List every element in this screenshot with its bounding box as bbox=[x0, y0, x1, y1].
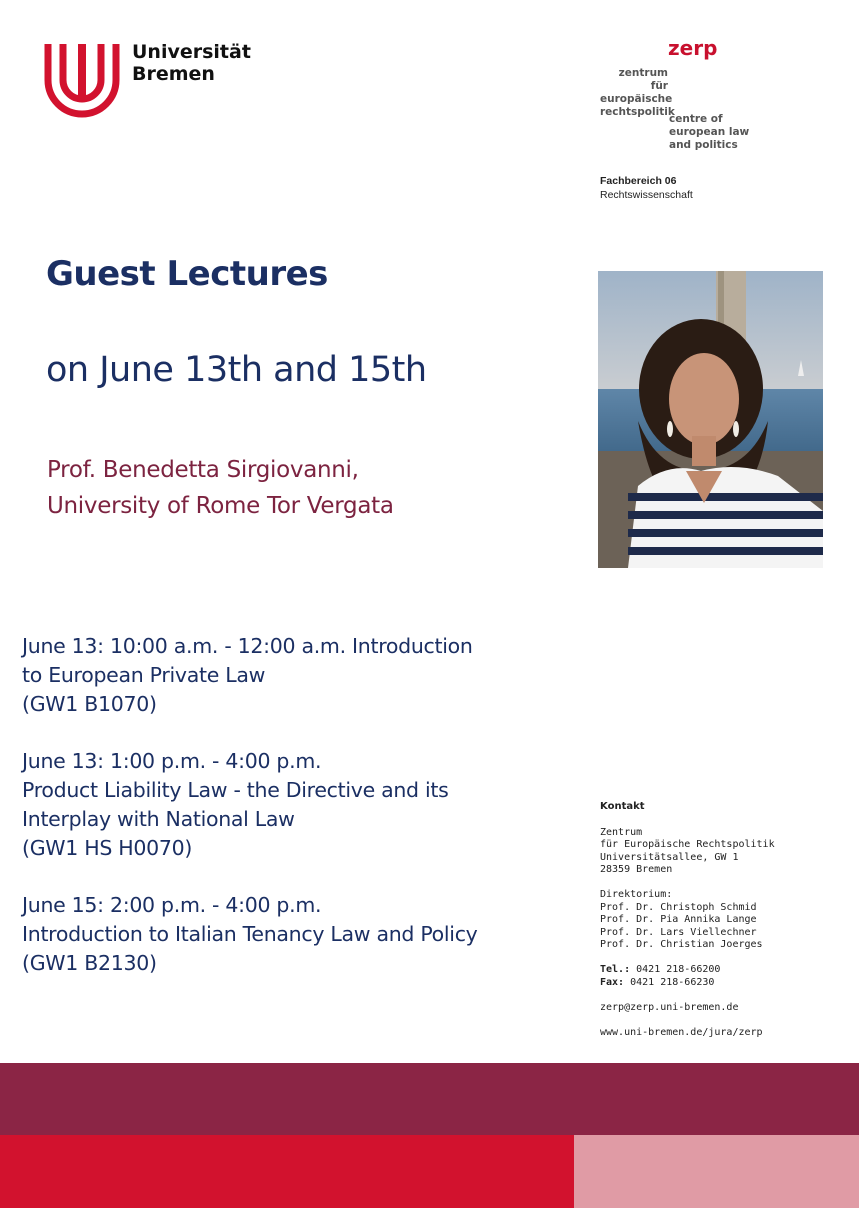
department-name: Rechtswissenschaft bbox=[600, 189, 693, 201]
session-line: June 15: 2:00 p.m. - 4:00 p.m. bbox=[22, 893, 322, 918]
session-line: Product Liability Law - the Directive and its bbox=[22, 777, 449, 802]
address-line: Zentrum bbox=[600, 826, 643, 838]
fax-number: 0421 218-66230 bbox=[630, 976, 715, 988]
session-line: (GW1 B2130) bbox=[22, 950, 157, 975]
session-line: to European Private Law bbox=[22, 662, 266, 687]
session bbox=[22, 632, 542, 718]
university-name-line1: Universität bbox=[132, 41, 251, 63]
university-name-line2: Bremen bbox=[132, 63, 215, 85]
footer-band-pink bbox=[574, 1135, 859, 1208]
zerp-en-line: and politics bbox=[669, 139, 738, 151]
speaker-portrait bbox=[598, 271, 823, 568]
zerp-en-line: centre of bbox=[669, 113, 723, 125]
fax bbox=[600, 977, 775, 990]
session-line: (GW1 B1070) bbox=[22, 691, 157, 716]
zerp-en-line: european law bbox=[669, 126, 750, 138]
university-name bbox=[132, 41, 251, 85]
department-title: Fachbereich 06 bbox=[600, 175, 677, 187]
page-title: Guest Lectures bbox=[46, 254, 328, 294]
session-line: June 13: 1:00 p.m. - 4:00 p.m. bbox=[22, 749, 322, 774]
contact-title: Kontakt bbox=[600, 801, 645, 812]
lecture-dates: on June 13th and 15th bbox=[46, 350, 427, 390]
address-line: für Europäische Rechtspolitik bbox=[600, 839, 775, 850]
session-line: Interplay with National Law bbox=[22, 806, 295, 831]
session bbox=[22, 891, 542, 977]
footer-band-red bbox=[0, 1135, 574, 1208]
zerp-logo: zerp bbox=[668, 36, 718, 60]
email-link[interactable]: zerp@zerp.uni-bremen.de bbox=[600, 1001, 739, 1013]
website-link[interactable]: www.uni-bremen.de/jura/zerp bbox=[600, 1026, 763, 1038]
speaker bbox=[47, 452, 394, 524]
lecture-schedule bbox=[22, 632, 542, 1006]
zerp-english-name bbox=[669, 113, 749, 152]
phone-number: 0421 218-66200 bbox=[636, 964, 721, 975]
board-member: Prof. Dr. Lars Viellechner bbox=[600, 926, 757, 938]
zerp-de-line: zentrum für bbox=[618, 67, 668, 92]
address-line: Universitätsallee, GW 1 bbox=[600, 851, 739, 863]
contact-block bbox=[600, 801, 775, 1039]
department bbox=[600, 174, 693, 202]
board-member: Prof. Dr. Christian Joerges bbox=[600, 939, 763, 950]
board-member: Prof. Dr. Pia Annika Lange bbox=[600, 914, 757, 925]
footer-band-burgundy bbox=[0, 1063, 859, 1135]
board-member: Prof. Dr. Christoph Schmid bbox=[600, 901, 757, 913]
phone-label: Tel.: bbox=[600, 964, 631, 975]
zerp-de-line: europäische bbox=[600, 93, 673, 105]
fax-label: Fax: bbox=[600, 976, 625, 988]
board-label: Direktorium: bbox=[600, 889, 673, 900]
address-line: 28359 Bremen bbox=[600, 864, 673, 875]
zerp-german-name bbox=[600, 67, 675, 119]
phone bbox=[600, 964, 775, 977]
session bbox=[22, 747, 542, 862]
session-line: Introduction to Italian Tenancy Law and Policy bbox=[22, 921, 478, 946]
session-line: June 13: 10:00 a.m. - 12:00 a.m. Introduction bbox=[22, 634, 473, 658]
zerp-de-line: rechtspolitik bbox=[600, 106, 675, 118]
university-bremen-logo bbox=[44, 44, 120, 118]
speaker-name: Prof. Benedetta Sirgiovanni, bbox=[47, 457, 359, 483]
speaker-affiliation: University of Rome Tor Vergata bbox=[47, 493, 394, 519]
session-line: (GW1 HS H0070) bbox=[22, 835, 193, 860]
